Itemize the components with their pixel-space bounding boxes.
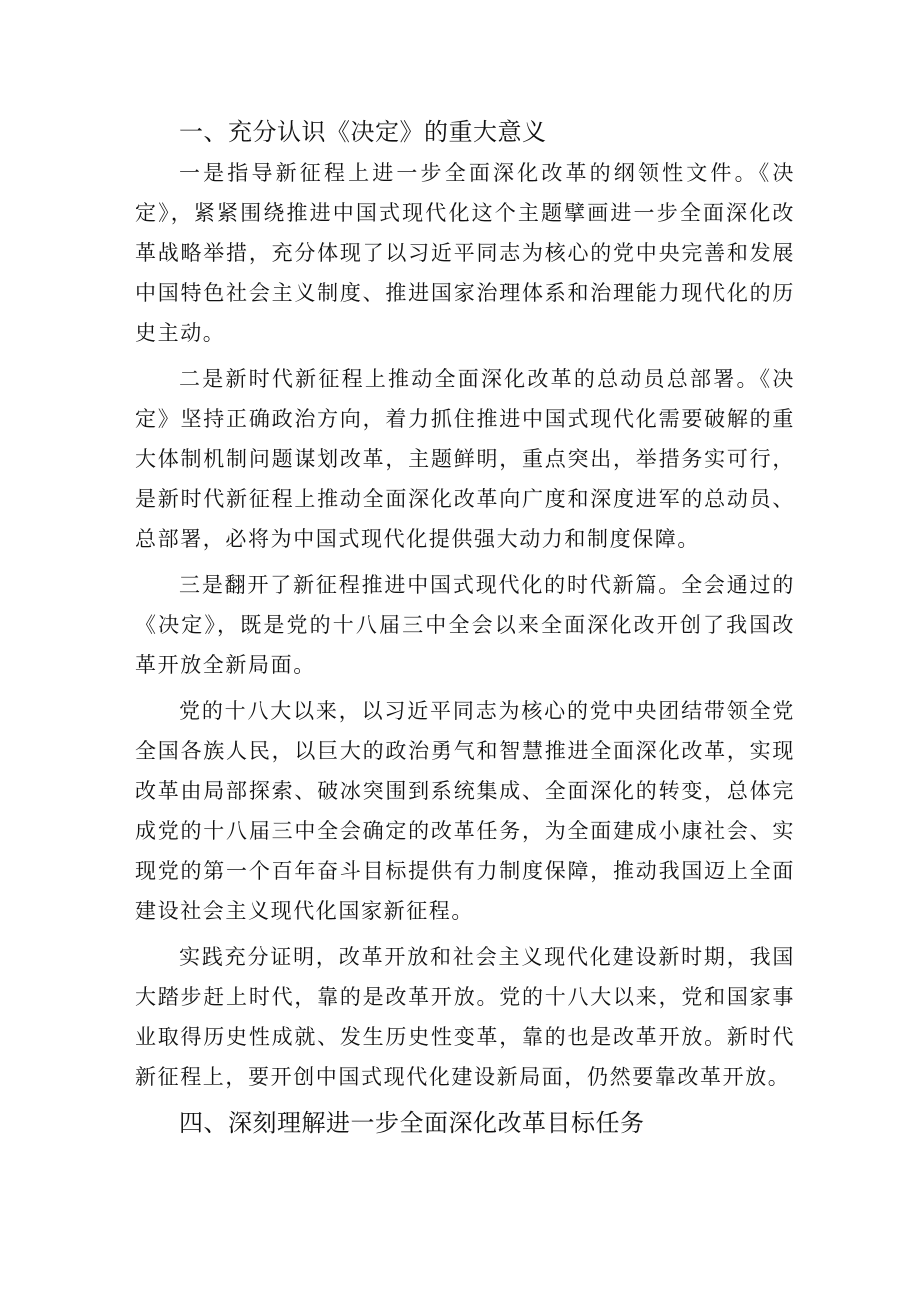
paragraph-3: 三是翻开了新征程推进中国式现代化的时代新篇。全会通过的《决定》，既是党的十八届三中全会以来全面深化改开创了我国改革开放全新局面。 [135,573,795,677]
paragraph-5: 实践充分证明，改革开放和社会主义现代化建设新时期，我国大踏步赶上时代，靠的是改革开放。党的十八大以来，党和国家事业取得历史性成就、发生历史性变革，靠的也是改革开放。新时代新征程上，要开创中国式现代化建设新局面，仍然要靠改革开放。 [135,945,795,1089]
paragraph-4: 党的十八大以来，以习近平同志为核心的党中央团结带领全党全国各族人民，以巨大的政治勇气和智慧推进全面深化改革，实现改革由局部探索、破冰突围到系统集成、全面深化的转变，总体完成党的十八届三中全会确定的改革任务，为全面建成小康社会、实现党的第一个百年奋斗目标提供有力制度保障，推动我国迈上全面建设社会主义现代化国家新征程。 [135,699,795,923]
section-heading-4: 四、深刻理解进一步全面深化改革目标任务 [179,1109,645,1137]
paragraph-2: 二是新时代新征程上推动全面深化改革的总动员总部署。《决定》坚持正确政治方向，着力抓住推进中国式现代化需要破解的重大体制机制问题谋划改革，主题鲜明，重点突出，举措务实可行，是新时代新征程上推动全面深化改革向广度和深度进军的总动员、总部署，必将为中国式现代化提供强大动力和制度保障。 [135,367,795,551]
paragraph-1: 一是指导新征程上进一步全面深化改革的纲领性文件。《决定》，紧紧围绕推进中国式现代化这个主题擘画进一步全面深化改革战略举措，充分体现了以习近平同志为核心的党中央完善和发展中国特色社会主义制度、推进国家治理体系和治理能力现代化的历史主动。 [135,161,795,345]
section-heading-1: 一、充分认识《决定》的重大意义 [179,118,547,146]
document-body [135,112,795,1143]
